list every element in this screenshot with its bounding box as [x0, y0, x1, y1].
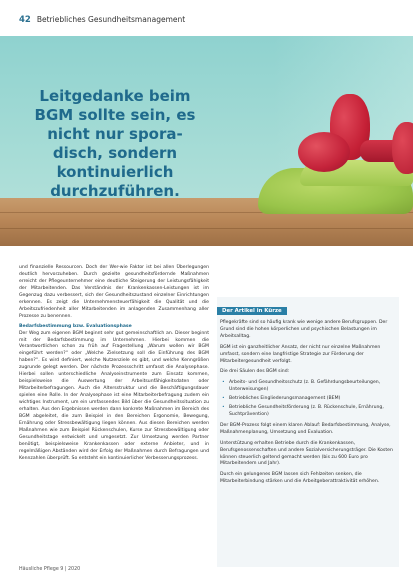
summary-paragraph: BGM ist ein ganzheitlicher Ansatz, der nicht nur einzelne Maßnahmen umfasst, sondern eine langfristige Strategie zur Förderung der Mitarbeitergesundheit verfolgt. — [220, 344, 381, 364]
page-footer: Häusliche Pflege 9 | 2020 — [19, 567, 81, 572]
summary-box — [217, 297, 399, 567]
list-item: • Betriebliches Eingliederungsmanagement (BEM) — [229, 396, 396, 403]
summary-box-title: Der Artikel in Kürze — [217, 307, 287, 315]
list-item: • Betriebliche Gesundheitsförderung (z. B. Rückenschule, Ernährung, Suchtprävention) — [229, 405, 396, 419]
summary-paragraph: Durch ein gelungenes BGM lassen sich Fehlzeiten senken, die Mitarbeiterbindung stärken und die Arbeitgeberattraktivität erhöhen. — [220, 472, 380, 485]
pull-quote: Leitgedanke beim BGM sollte sein, es nicht nur spora-disch, sondern kontinuierlich durchzuführen. — [34, 87, 196, 200]
summary-paragraph: Der BGM-Prozess folgt einem klaren Ablauf: Bedarfsbestimmung, Analyse, Maßnahmenplanung, Umsetzung und Evaluation. — [220, 422, 391, 435]
summary-list — [220, 380, 396, 419]
summary-paragraph: Pflegekräfte sind so häufig krank wie wenige andere Berufsgruppen. Der Grund sind die hohen körperlichen und psychischen Belastungen im Arbeitsalltag. — [220, 320, 388, 339]
section-title: Betriebliches Gesundheitsmanagement — [36, 15, 186, 24]
page-header — [19, 15, 185, 27]
photo-dumbbell — [298, 132, 350, 172]
article-left-column — [19, 265, 209, 463]
summary-box-body — [217, 316, 399, 486]
photo-dumbbell — [392, 122, 413, 174]
page-number: 42 — [19, 15, 31, 25]
summary-paragraph: Unterstützung erhalten Betriebe durch die Krankenkassen, Berufsgenossenschaften und andere Sozialversicherungsträger. Die Kosten können steuerlich geltend gemacht werden (bis zu 600 Euro pro Mitarbeitendem und Jahr). — [220, 440, 393, 467]
table-grain — [0, 228, 413, 229]
summary-paragraph: Die drei Säulen des BGM sind: — [220, 369, 290, 375]
list-item: • Arbeits- und Gesundheitsschutz (z. B. Gefährdungsbeurteilungen, Unterweisungen) — [229, 380, 396, 394]
body-paragraph: und finanzielle Ressourcen. Doch der Wer-wie Faktor ist bei allen Überlegungen deutlich hervorzuheben. Durch gezielte gesundheitsfördernde Maßnahmen erreicht der Pflegeunternehmer eine deutliche Steigerung der Leistungsfähigkeit der Mitarbeitenden. Das Verständnis der Krankenkassen-Leistungen ist im Gegenzug dazu verbessert, sich der Gesundheitszustand einzelner Einrichtungen erkennen. Es zeigt die Unternehmensteuerfähigkeit die Qualität und die Arbeitszufriedenheit aller Mitarbeitenden im anlagenden Zusammenhang aller Prozesse zu benennen. — [19, 265, 209, 319]
subheading: Bedarfsbestimmung bzw. Evaluationsphase — [19, 323, 132, 329]
body-paragraph: Der Weg zum eigenen BGM beginnt sehr gut gemeinschaftlich an. Dieser beginnt mit der Bedarfsbestimmung im Unternehmen. Hierbei kommen die Verantwortlichen schon zu früh auf Fragestellung „Warum wollen wir BGM eingeführt werden?“ oder „Welche Zielsetzung soll die Einführung des BGM haben?“. Es wird definiert, welche Nutzenziele es gibt, und welche Kenngrößen zugrunde gelegt werden. Der nächste Prozessschritt umfasst die Analysephase. Hierbei sollen unterschiedliche Analyseinstrumente zum Einsatz kommen, beispielsweise die Auswertung der Arbeitsunfähigkeitsdaten oder Mitarbeiterbefragungen. Auch die Altersstruktur und die Beschäftigungsdauer spielen eine Rolle. In der Analysephase ist eine Mitarbeiterbefragung zudem ein wichtiges Instrument, um ein umfassendes Bild über die Gesundheitssituation zu erhalten. Aus den Ergebnissen werden dann konkrete Maßnahmen im Bereich des BGM abgeleitet, die zum Beispiel in den Bereichen Ergonomie, Bewegung, Ernährung oder Stressbewältigung liegen können. Aus diesen Bereichen werden Maßnahmen wie zum Beispiel Rückenschulen, Kurse zur Stressbewältigung oder Gesundheitstage entwickelt und umgesetzt. Zur Umsetzung werden Partner benötigt, beispielsweise Krankenkassen oder externe Anbieter, und in regelmäßigen Abständen wird der Erfolg der Maßnahmen durch Befragungen und Kennzahlen überprüft. So entsteht ein kontinuierlicher Verbesserungsprozess. — [19, 330, 209, 461]
